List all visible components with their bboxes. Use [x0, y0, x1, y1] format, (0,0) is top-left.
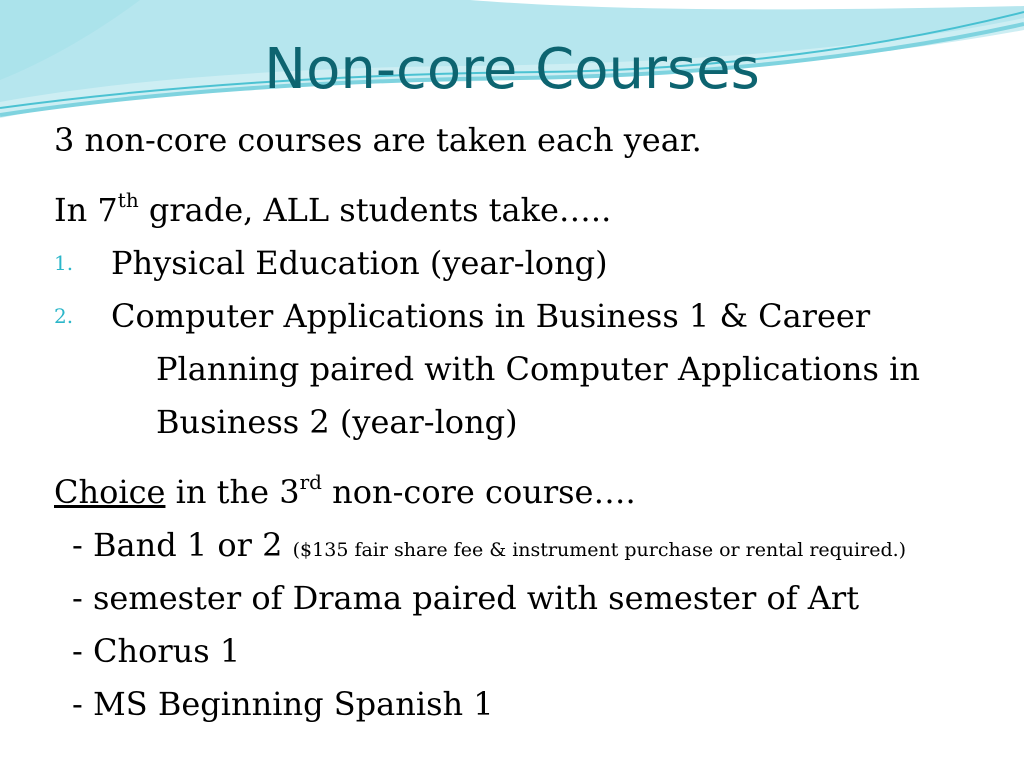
grade-line-suffix: grade, ALL students take…..: [138, 191, 612, 229]
required-course-1: Physical Education (year-long): [111, 244, 608, 282]
choice-item-band: [72, 525, 906, 570]
required-course-2-line-1: Computer Applications in Business 1 & Career: [111, 297, 871, 335]
choice-item-spanish: - MS Beginning Spanish 1: [72, 685, 494, 723]
list-number-2: 2.: [54, 304, 74, 328]
choice-underlined: Choice: [54, 473, 166, 511]
choice-line: [54, 472, 636, 512]
choice-suffix: non-core course….: [321, 473, 636, 511]
choice-item-chorus: - Chorus 1: [72, 632, 241, 670]
choice-item-drama-art: - semester of Drama paired with semester of Art: [72, 579, 860, 617]
choice-middle: in the 3: [165, 473, 300, 511]
choice-item-band-note: ($135 fair share fee & instrument purchase or rental required.): [292, 539, 907, 561]
choice-sup: rd: [299, 470, 322, 495]
grade-line: [54, 190, 611, 230]
grade-line-sup: th: [117, 188, 139, 213]
choice-item-band-text: - Band 1 or 2: [72, 526, 293, 564]
intro-text: 3 non-core courses are taken each year.: [54, 121, 702, 159]
grade-line-prefix: In 7: [54, 191, 118, 229]
required-course-2-line-3: Business 2 (year-long): [156, 403, 518, 441]
list-number-1: 1.: [54, 251, 74, 275]
required-course-2-line-2: Planning paired with Computer Applications in: [156, 350, 920, 388]
slide-title: Non-core Courses: [264, 37, 760, 102]
